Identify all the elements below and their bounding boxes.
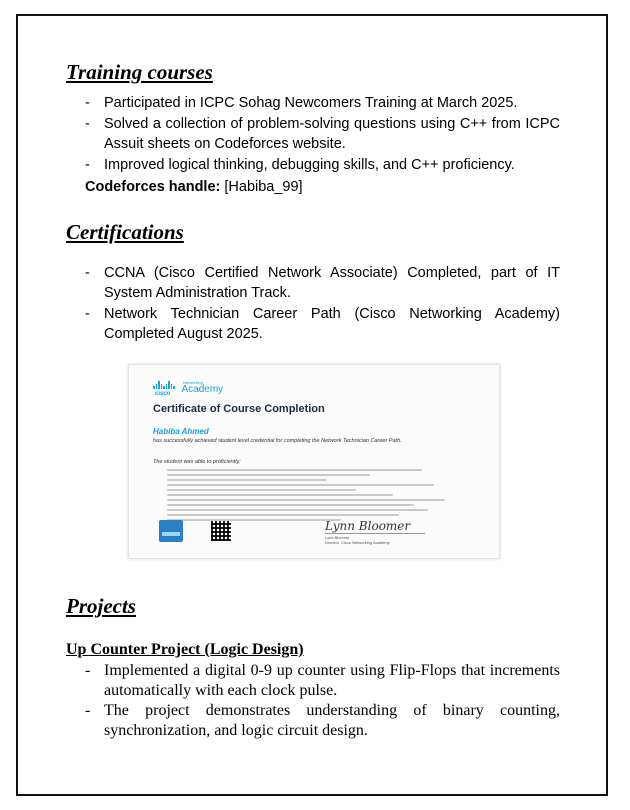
list-item: - Solved a collection of problem-solving questions using C++ from ICPC Assuit sheets on Codeforces website. [66, 114, 560, 155]
projects-section-title: Projects [66, 594, 136, 618]
certificate-skill-lines [167, 469, 457, 524]
codeforces-handle [66, 177, 560, 198]
training-list [66, 93, 560, 175]
logo-academy-text: Academy [181, 384, 224, 395]
list-item: - Participated in ICPC Sohag Newcomers Training at March 2025. [66, 93, 560, 114]
signer-role: Director, Cisco Networking Academy [325, 540, 390, 545]
cisco-academy-logo [153, 379, 223, 395]
qr-code-icon [211, 521, 231, 541]
certificate-able-text: The student was able to proficiently: [153, 459, 241, 465]
list-item: - Improved logical thinking, debugging skills, and C++ proficiency. [66, 155, 560, 176]
logo-cisco-text: cisco [155, 391, 171, 397]
certifications-list [66, 263, 560, 345]
signature: Lynn Bloomer [325, 519, 411, 533]
list-item: - The project demonstrates understanding of binary counting, synchronization, and logic circuit design. [66, 701, 560, 741]
resume-content [66, 60, 560, 345]
list-item: - CCNA (Cisco Certified Network Associate) Completed, part of IT System Administration Track. [66, 263, 560, 304]
project-list [66, 661, 560, 741]
credential-badge-icon [159, 520, 183, 542]
handle-label: Codeforces handle: [85, 179, 221, 195]
logo-networking-text: Networking [183, 380, 204, 385]
certificate-recipient: Habiba Ahmed [153, 427, 209, 436]
project-title: Up Counter Project (Logic Design) [66, 641, 304, 658]
cisco-bars-icon [153, 381, 175, 389]
signature-line [325, 533, 425, 534]
projects-section [66, 594, 560, 741]
certificate-statement: has successfully achieved student level credential for completing the Network Technician Career Path. [153, 438, 402, 444]
certificate-title: Certificate of Course Completion [153, 403, 325, 415]
training-section-title: Training courses [66, 60, 213, 84]
certifications-section-title: Certifications [66, 219, 184, 244]
list-item: - Network Technician Career Path (Cisco Networking Academy) Completed August 2025. [66, 304, 560, 345]
list-item: - Implemented a digital 0-9 up counter using Flip-Flops that increments automatically with each clock pulse. [66, 661, 560, 701]
certificate-image [128, 364, 500, 559]
signer-name: Lynn Bloomer [325, 535, 350, 540]
handle-value: [Habiba_99] [224, 179, 303, 195]
